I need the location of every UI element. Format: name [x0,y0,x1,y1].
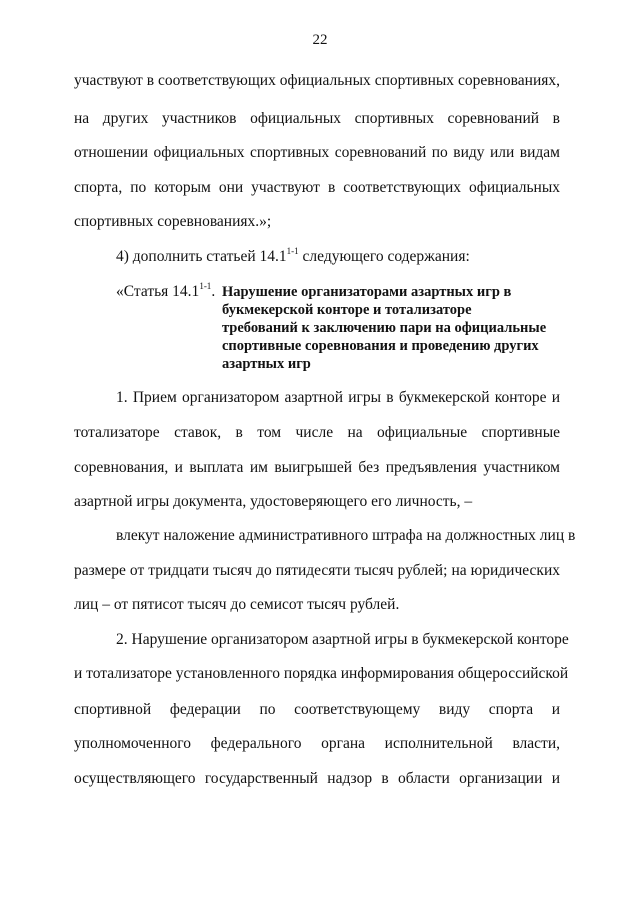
paragraph-line: осуществляющего государственный надзор в области организации и [74,770,560,787]
article-label [116,283,215,301]
article-label-text: «Статья 14.1 [116,283,200,300]
paragraph-line: тотализаторе ставок, в том числе на официальные спортивные [74,424,560,441]
paragraph-line: 1. Прием организатором азартной игры в букмекерской конторе и [116,389,560,406]
article-title-line: азартных игр [222,356,311,372]
amendment-item-text: 4) дополнить статьей 14.1 [116,248,287,265]
article-title-line: букмекерской конторе и тотализаторе [222,302,472,318]
superscript-index: 1-1 [199,281,212,291]
paragraph-line: влекут наложение административного штрафа на должностных лиц в [116,527,576,544]
paragraph-line: азартной игры документа, удостоверяющего его личность, – [74,493,473,510]
paragraph-line: соревнования, и выплата им выигрышей без предъявления участником [74,459,560,476]
paragraph-line: на других участников официальных спортивных соревнований в [74,110,560,127]
article-title-line: Нарушение организаторами азартных игр в [222,284,512,300]
amendment-item-text: следующего содержания: [298,248,470,265]
paragraph-line: спорта, по которым они участвуют в соответствующих официальных [74,179,560,196]
paragraph-line: спортивной федерации по соответствующему виду спорта и [74,701,560,718]
article-title-line: требований к заключению пари на официальные [222,320,547,336]
paragraph-line: 2. Нарушение организатором азартной игры в букмекерской конторе [116,631,569,648]
article-title-line: спортивные соревнования и проведению других [222,338,539,354]
page-number: 22 [312,32,328,48]
article-title [222,283,567,373]
superscript-index: 1-1 [286,246,299,256]
paragraph-line: уполномоченного федерального органа исполнительной власти, [74,735,560,752]
paragraph-line: отношении официальных спортивных соревнований по виду или видам [74,144,560,161]
amendment-item-4 [116,248,470,266]
paragraph-line: лиц – от пятисот тысяч до семисот тысяч рублей. [74,596,400,613]
article-label-text: . [211,283,216,300]
paragraph-line: участвуют в соответствующих официальных спортивных соревнованиях, [74,72,560,89]
paragraph-line: размере от тридцати тысяч до пятидесяти тысяч рублей; на юридических [74,562,560,579]
paragraph-line: и тотализаторе установленного порядка информирования общероссийской [74,665,569,682]
paragraph-line: спортивных соревнованиях.»; [74,213,272,230]
